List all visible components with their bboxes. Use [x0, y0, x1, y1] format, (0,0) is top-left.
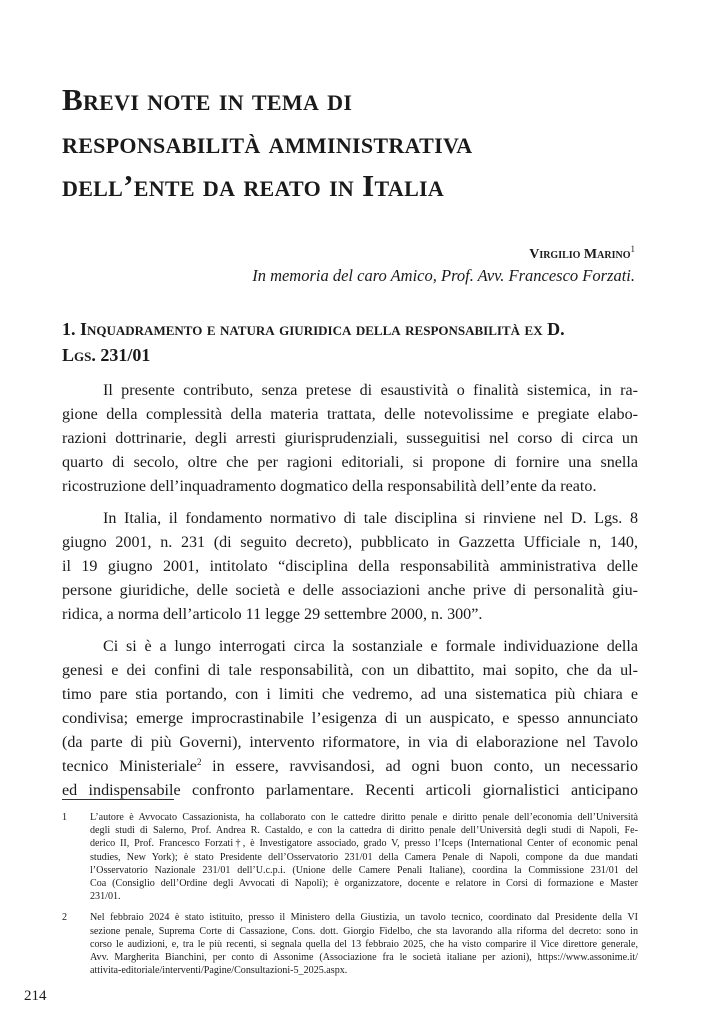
- section-heading-line: 1. Inquadramento e natura giuridica della responsabilità ex D.: [62, 319, 565, 339]
- text-fragment: tecnico Ministeriale: [62, 758, 197, 775]
- text-line: ridica, a norma dell’articolo 11 legge 29 settembre 2000, n. 300”.: [62, 606, 483, 623]
- text-line: Ci si è a lungo interrogati circa la sostanziale e formale individuazione della: [103, 638, 638, 655]
- footnote-separator: [62, 799, 174, 800]
- paragraph: [62, 507, 638, 627]
- footnote-ref: 2: [196, 757, 202, 767]
- footnote-line: degli studi di Salerno, Prof. Andrea R. Castaldo, e con la cattedra di diritto penale dell’Università degli studi di Napoli, Fe-: [90, 825, 638, 837]
- footnote-number: 2: [62, 912, 68, 924]
- text-line: condivisa; emerge improcrastinabile l’esigenza di un auspicato, e spesso annunciato: [62, 710, 638, 727]
- footnote-line: Nel febbraio 2024 è stato istituito, presso il Ministero della Giustizia, un tavolo tecnico, coordinato dal Presidente della VI: [90, 912, 638, 924]
- text-line: il 19 giugno 2001, intitolato “disciplina della responsabilità amministrativa delle: [62, 558, 638, 575]
- text-line: Il presente contributo, senza pretese di esaustività o finalità sistemica, in ra-: [103, 382, 638, 399]
- footnote-line: studies, New York); è stato Presidente dell’Osservatorio 231/01 della Camera Penale di Napoli, compone da due mandati: [90, 851, 638, 863]
- footnotes: [62, 811, 638, 985]
- footnote-line: Coa (Consiglio dell’Ordine degli Avvocati di Napoli); è organizzatore, docente e relatore in Corsi di formazione e Master: [90, 877, 638, 889]
- paragraph: [62, 635, 638, 803]
- footnote-line: Avv. Margherita Bianchini, per conto di Assonime (Associazione fra le società italiane per azioni), https://www.assonime.it/: [90, 951, 638, 963]
- footnote: [62, 911, 638, 977]
- text-fragment: in essere, ravvisandosi, ad ogni buon conto, un necessario: [201, 758, 638, 775]
- section-heading: [62, 316, 642, 368]
- text-line: quarto di secolo, oltre che per ragioni editoriali, si propone di fornire una snella: [62, 454, 638, 471]
- title-line: Brevi note in tema di: [62, 82, 353, 117]
- footnote-line: derico II, Prof. Francesco Forzati†, è Investigatore associado, grado V, presso l’Iceps (International Center of economic penal: [90, 838, 638, 850]
- text-line: ed indispensabile confronto parlamentare. Recenti articoli giornalistici anticipano: [62, 782, 638, 799]
- footnote-number: 1: [62, 812, 68, 823]
- text-line: In Italia, il fondamento normativo di tale disciplina si rinviene nel D. Lgs. 8: [103, 510, 638, 527]
- page-number: 214: [24, 988, 47, 1004]
- footnote-line: corso le audizioni, e, tra le più recenti, si segnala quella del 13 febbraio 2025, che ha visto comparire il Vice direttore generale,: [90, 938, 638, 950]
- footnote-line: attivita-editoriale/interventi/Pagine/Consultazioni-5_2025.aspx.: [90, 965, 348, 977]
- paragraph: [62, 379, 638, 499]
- text-line: razioni dottrinarie, degli arresti giurisprudenziali, susseguitisi nel corso di circa un: [62, 430, 638, 447]
- author-line: [529, 244, 635, 263]
- title-line: responsabilità amministrativa: [62, 125, 473, 160]
- text-line: persone giuridiche, delle società e delle associazioni anche prive di personalità giu-: [62, 582, 638, 599]
- text-line: giugno 2001, n. 231 (di seguito decreto), pubblicato in Gazzetta Ufficiale n, 140,: [62, 534, 638, 551]
- text-line: timo pare stia portando, con i limiti che vedremo, ad una sistematica più chiara e: [62, 686, 638, 703]
- section-heading-line: Lgs. 231/01: [62, 345, 151, 365]
- text-line: [62, 755, 638, 779]
- footnote-line: sezione penale, Suprema Corte di Cassazione, Cons. dott. Giorgio Fidelbo, che sta lavorando alla riforma del decreto: sono in: [90, 925, 638, 937]
- footnote-line: l’Osservatorio Nazionale 231/01 dell’U.c.p.i. (Unione delle Camere Penali Italiane), coordina la Commissione 231/01 del: [90, 864, 638, 876]
- footnote-ref: 1: [630, 244, 635, 254]
- text-line: ricostruzione dell’inquadramento dogmatico della responsabilità dell’ente da reato.: [62, 478, 597, 495]
- author-name: Virgilio Marino: [529, 247, 631, 262]
- text-line: genesi e dei confini di tale responsabilità, con un dibattito, mai sopito, che da ul-: [62, 662, 638, 679]
- article-title: [62, 78, 662, 207]
- dedication: In memoria del caro Amico, Prof. Avv. Francesco Forzati.: [252, 266, 635, 285]
- footnote-line: L’autore è Avvocato Cassazionista, ha collaborato con le cattedre diritto penale e diritto penale dell’economia dell’Università: [90, 812, 638, 823]
- footnote: [62, 811, 638, 903]
- text-line: gione della complessità della materia trattata, delle notevolissime e pregiate elabo-: [62, 406, 638, 423]
- text-line: (da parte di più Governi), intervento riformatore, in via di elaborazione nel Tavolo: [62, 734, 638, 751]
- article-body: [62, 379, 638, 811]
- footnote-line: 231/01.: [90, 891, 121, 903]
- title-line: dell’ente da reato in Italia: [62, 168, 445, 203]
